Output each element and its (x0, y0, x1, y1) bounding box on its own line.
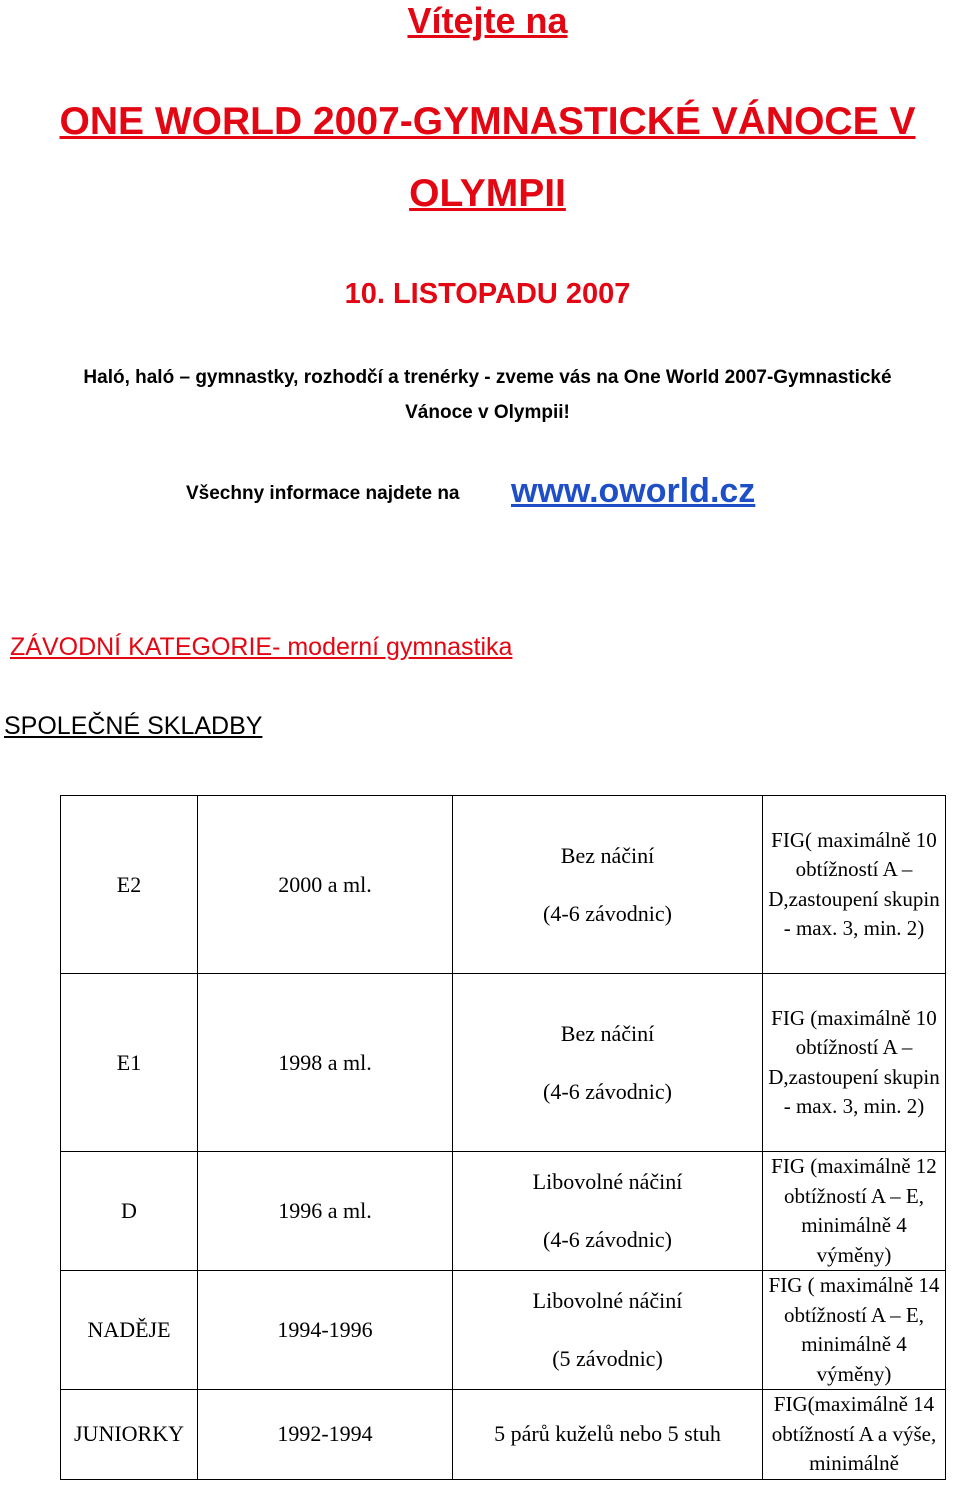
category-cell: E1 (61, 974, 198, 1152)
event-title-line-1: ONE WORLD 2007-GYMNASTICKÉ VÁNOCE V (59, 100, 916, 143)
apparatus-cell (453, 1152, 763, 1271)
table-row (61, 974, 946, 1152)
fig-rules-cell: FIG (maximálně 10 obtížností A – D,zastoupení skupin - max. 3, min. 2) (763, 974, 946, 1152)
website-link[interactable]: www.oworld.cz (511, 472, 756, 510)
subsection-title: SPOLEČNÉ SKLADBY (4, 712, 263, 740)
apparatus-cell (453, 1271, 763, 1390)
apparatus-label: Libovolné náčiní (532, 1169, 683, 1194)
apparatus-cell (453, 974, 763, 1152)
table-row (61, 796, 946, 974)
fig-rules-cell: FIG ( maximálně 14 obtížností A – E, minimálně 4 výměny) (763, 1271, 946, 1390)
table-row (61, 1152, 946, 1271)
apparatus-label: Bez náčiní (560, 1020, 655, 1046)
welcome-heading: Vítejte na (407, 0, 568, 41)
competitor-count: (4-6 závodnic) (543, 900, 672, 926)
year-cell: 2000 a ml. (198, 796, 453, 974)
category-cell: E2 (61, 796, 198, 974)
competitor-count: (5 závodnic) (552, 1346, 663, 1371)
table-row (61, 1390, 946, 1480)
table-row (61, 1271, 946, 1390)
competitor-count: (4-6 závodnic) (543, 1078, 672, 1104)
year-cell: 1998 a ml. (198, 974, 453, 1152)
category-cell: NADĚJE (61, 1271, 198, 1390)
apparatus-label: Bez náčiní (560, 842, 655, 868)
apparatus-cell (453, 796, 763, 974)
apparatus-label: Libovolné náčiní (532, 1288, 683, 1313)
apparatus-cell: 5 párů kuželů nebo 5 stuh (453, 1390, 763, 1480)
category-cell: JUNIORKY (61, 1390, 198, 1480)
fig-rules-cell: FIG( maximálně 10 obtížností A – D,zastoupení skupin - max. 3, min. 2) (763, 796, 946, 974)
category-section-title: ZÁVODNÍ KATEGORIE- moderní gymnastika (10, 633, 513, 661)
fig-rules-cell: FIG (maximálně 12 obtížností A – E, minimálně 4 výměny) (763, 1152, 946, 1271)
year-cell: 1996 a ml. (198, 1152, 453, 1271)
year-cell: 1992-1994 (198, 1390, 453, 1480)
fig-rules-cell: FIG(maximálně 14 obtížností A a výše, minimálně (763, 1390, 946, 1480)
event-title-line-2: OLYMPII (409, 172, 566, 215)
event-date: 10. LISTOPADU 2007 (344, 278, 631, 310)
info-label: Všechny informace najdete na (186, 483, 460, 504)
category-cell: D (61, 1152, 198, 1271)
competitor-count: (4-6 závodnic) (543, 1227, 672, 1252)
categories-table (60, 795, 946, 1480)
intro-text-line-2: Vánoce v Olympii! (405, 402, 570, 423)
intro-text-line-1: Haló, haló – gymnastky, rozhodčí a trenérky - zveme vás na One World 2007-Gymnastické (83, 367, 892, 388)
year-cell: 1994-1996 (198, 1271, 453, 1390)
